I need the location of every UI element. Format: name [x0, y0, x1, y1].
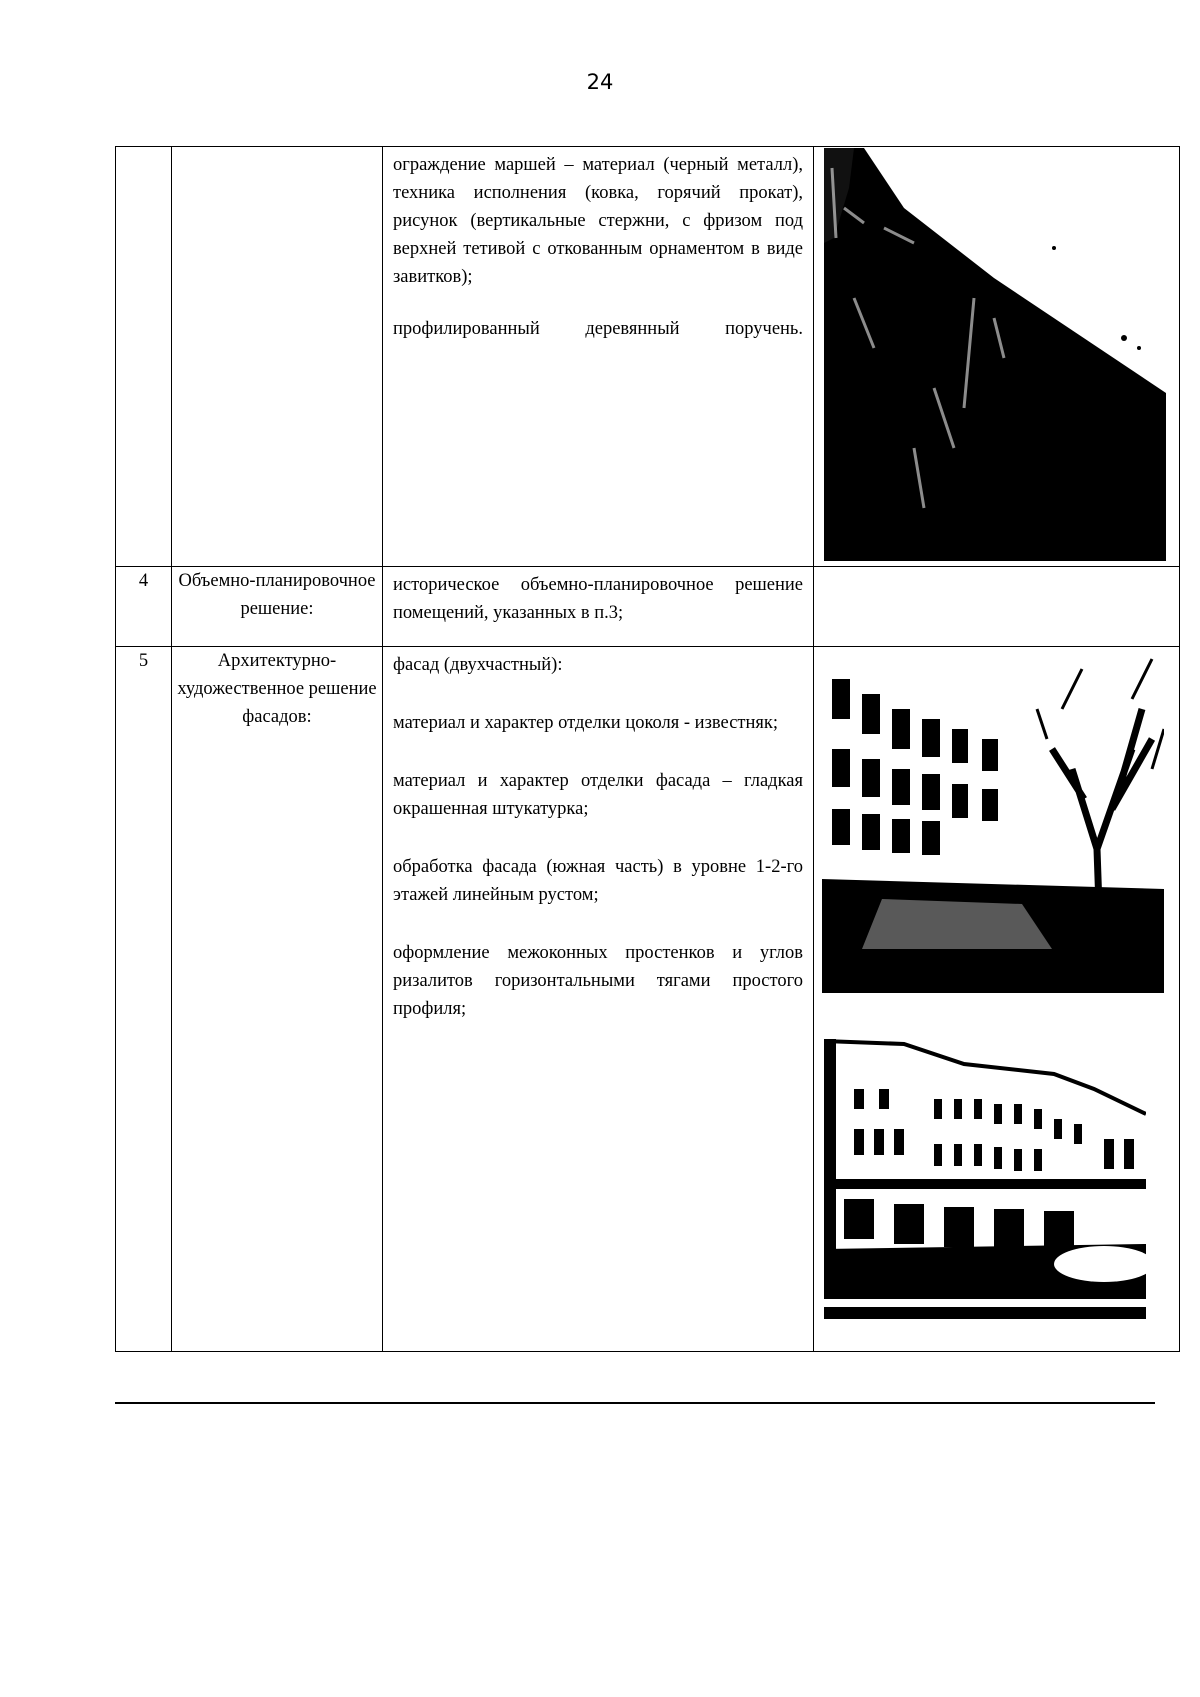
- row-name-cell: Архитектурно-художественное решение фасадов:: [172, 647, 383, 1352]
- row-description-cell: [383, 567, 814, 647]
- description-paragraph: материал и характер отделки фасада – гладкая окрашенная штукатурка;: [393, 771, 803, 819]
- table-row: [116, 567, 1180, 647]
- street-facade-photo: [824, 1029, 1146, 1319]
- document-table: [115, 146, 1180, 1352]
- page-number: 24: [586, 70, 614, 94]
- description-paragraph: историческое объемно-планировочное решение помещений, указанных в п.3;: [393, 575, 803, 623]
- description-paragraph: материал и характер отделки цоколя - известняк;: [393, 713, 779, 733]
- description-paragraph: фасад (двухчастный):: [393, 655, 563, 675]
- row-name-cell: Объемно-планировочное решение:: [172, 567, 383, 647]
- row-image-cell: [814, 567, 1180, 647]
- description-paragraph: ограждение маршей – материал (черный металл), техника исполнения (ковка, горячий прокат), рисунок (вертикальные стержни, с фризом под верхней тетивой с откованным орнаментом в виде завитков);: [393, 155, 803, 287]
- row-number-cell: [116, 147, 172, 567]
- stair-railing-photo: [824, 148, 1166, 561]
- row-number-cell: 4: [116, 567, 172, 647]
- table-bottom-border: [115, 1402, 1155, 1404]
- table-row: [116, 147, 1180, 567]
- row-image-cell: [814, 647, 1180, 1352]
- description-paragraph: оформление межоконных простенков и углов ризалитов горизонтальными тягами простого профиля;: [393, 943, 803, 1019]
- description-paragraph: обработка фасада (южная часть) в уровне 1-2-го этажей линейным рустом;: [393, 857, 803, 905]
- row-name-cell: [172, 147, 383, 567]
- description-paragraph: профилированный деревянный поручень.: [393, 319, 803, 339]
- row-description-cell: [383, 647, 814, 1352]
- row-description-cell: [383, 147, 814, 567]
- table-row: [116, 647, 1180, 1352]
- courtyard-facade-photo: [822, 649, 1164, 993]
- row-image-cell: [814, 147, 1180, 567]
- row-number-cell: 5: [116, 647, 172, 1352]
